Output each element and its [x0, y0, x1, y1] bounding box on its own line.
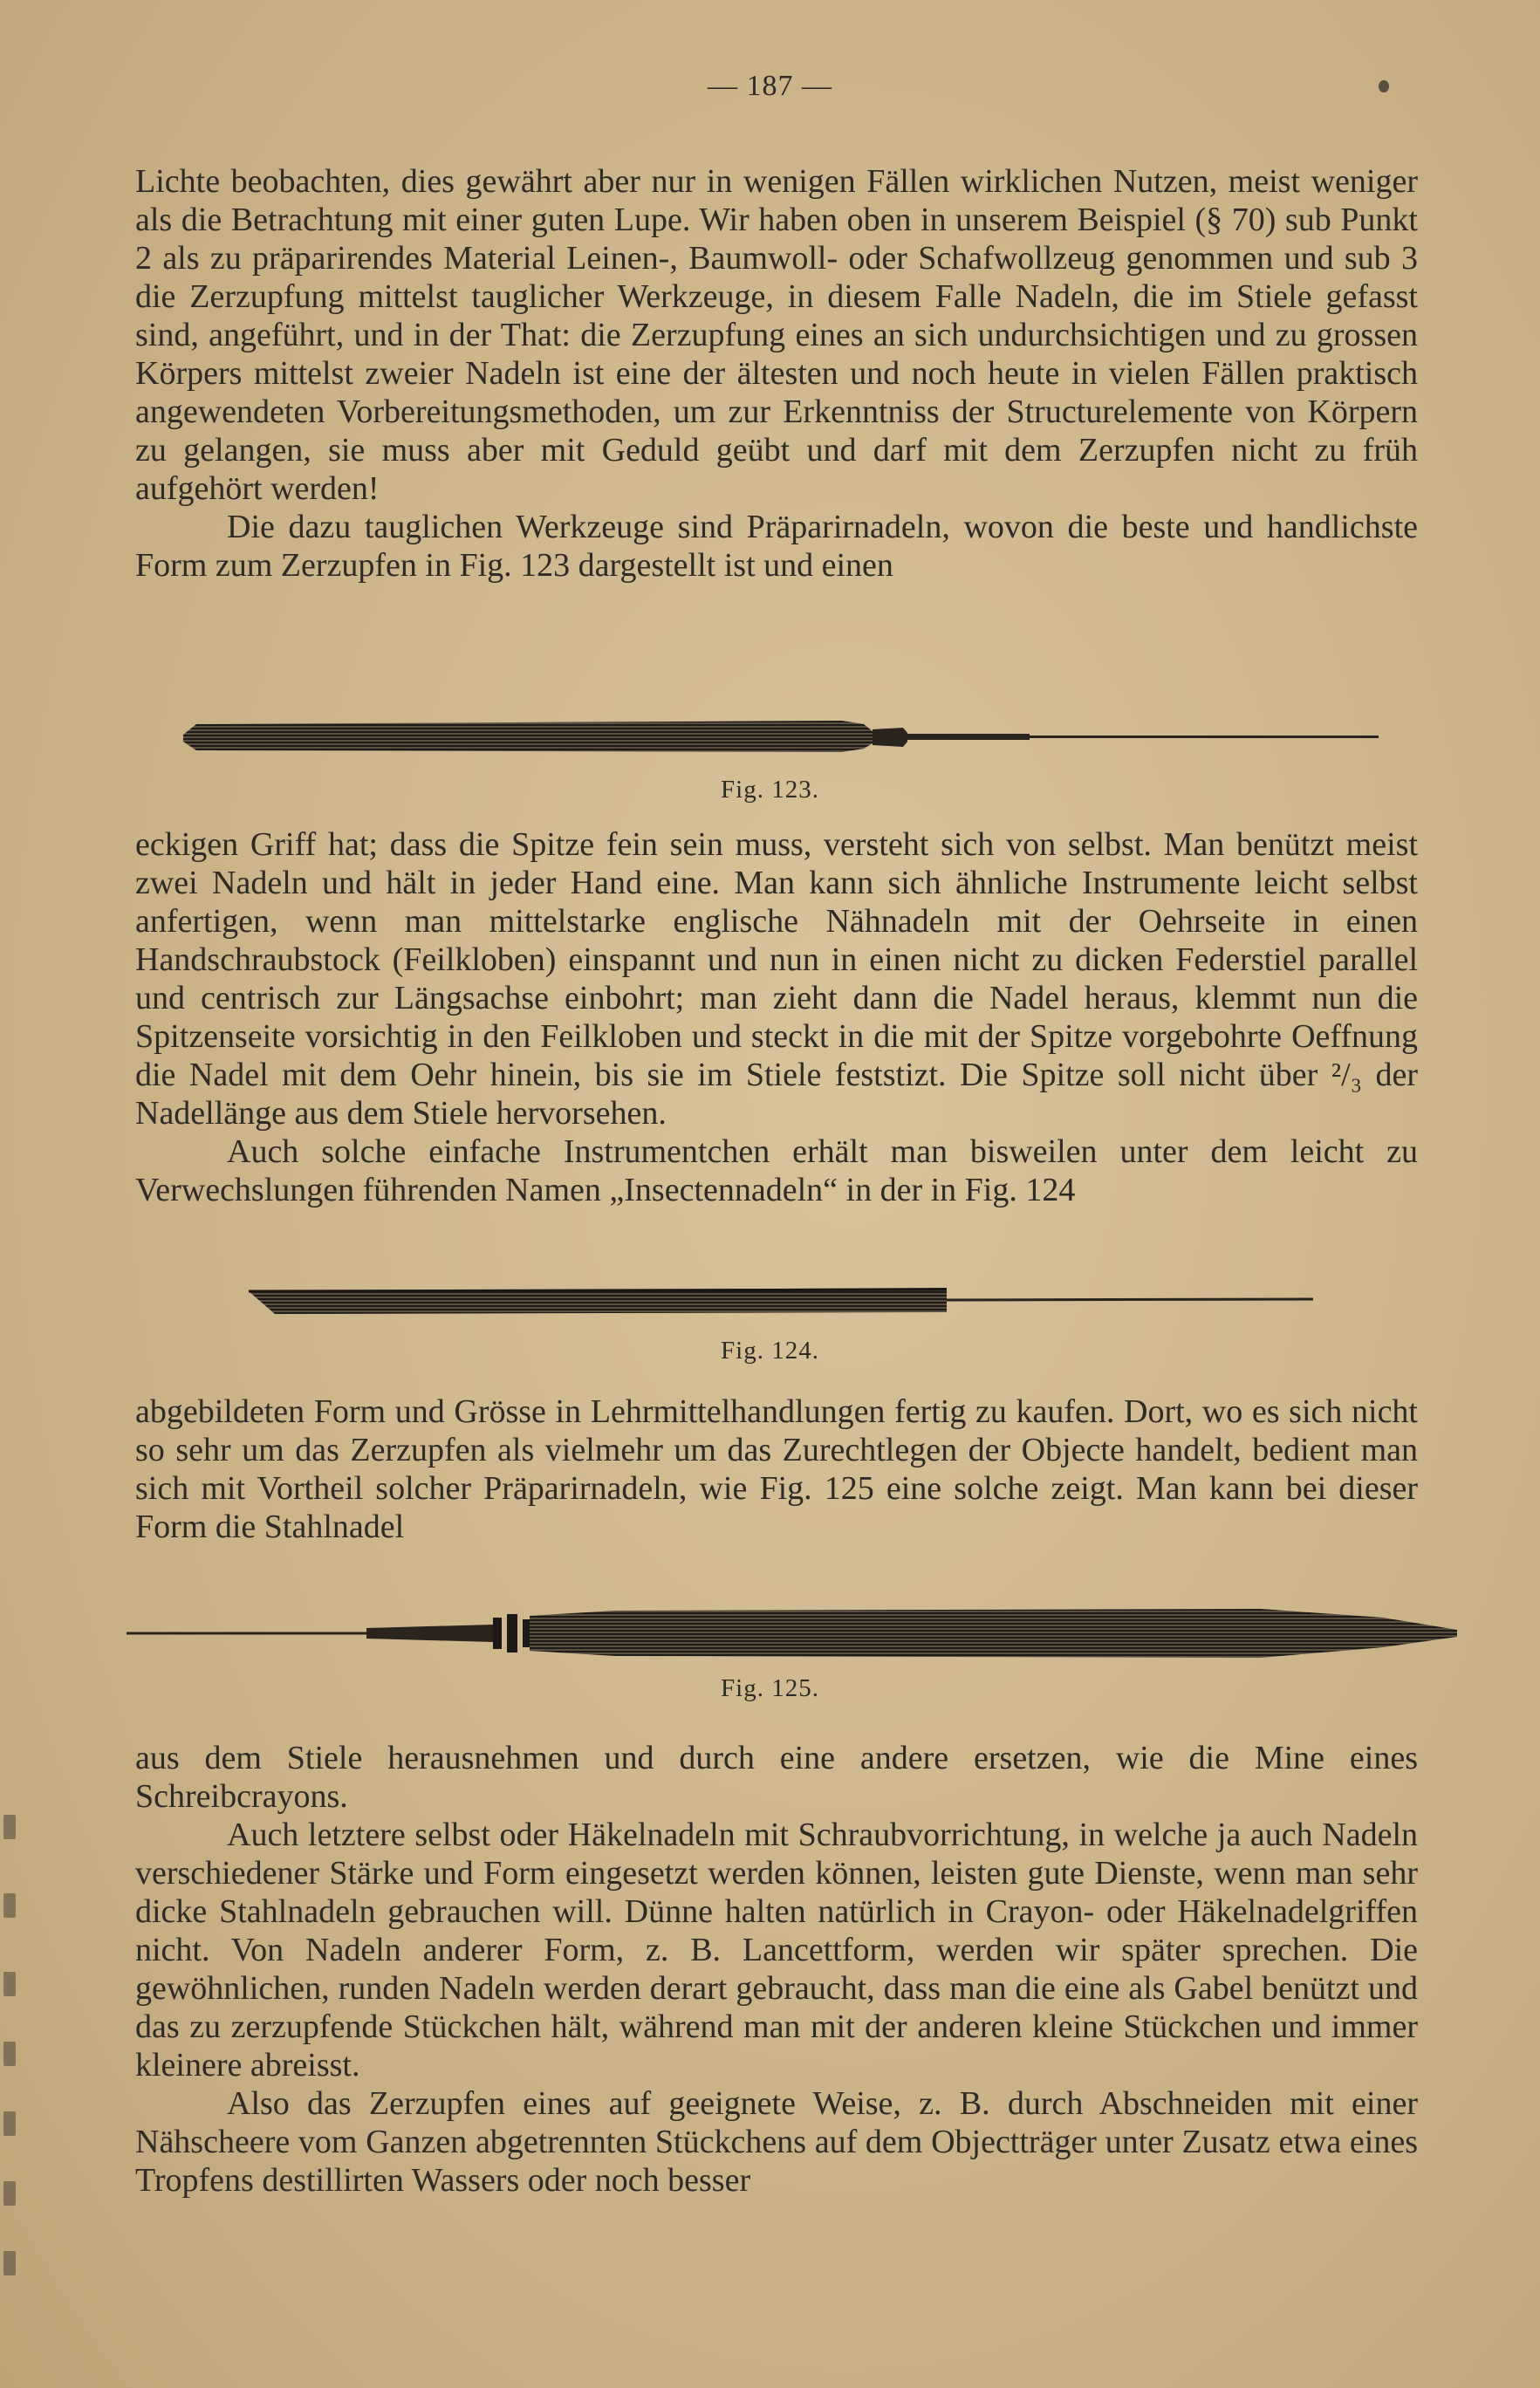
figure-124-needle-illustration: [249, 1284, 1313, 1319]
text-block-4: [135, 1739, 1418, 2200]
ink-speck: [1379, 80, 1389, 92]
paragraph: Lichte beobachten, dies gewährt aber nur in wenigen Fällen wirklichen Nutzen, meist weniger als die Betrachtung mit einer guten Lupe. Wir haben oben in unserem Beispiel (§ 70) sub Punkt 2 als zu präparirendes Material Leinen-, Baumwoll- oder Schafwollzeug genommen und sub 3 die Zerzupfung mittelst tauglicher Werkzeuge, in diesem Falle Nadeln, die im Stiele gefasst sind, angeführt, und in der That: die Zerzupfung eines an sich undurchsichtigen und zu grossen Körpers mittelst zweier Nadeln ist eine der ältesten und noch heute in vielen Fällen praktisch angewendeten Vorbereitungsmethoden, um zur Erkenntniss der Structurelemente von Körpern zu gelangen, sie muss aber mit Geduld geübt und darf mit dem Zerzupfen nicht zu früh aufgehört werden!: [135, 163, 1418, 507]
paragraph: Also das Zerzupfen eines auf geeignete Weise, z. B. durch Abschneiden mit einer Nähscheere vom Ganzen abgetrennten Stückchens auf dem Objectträger unter Zusatz etwa eines Tropfens destillirten Wassers oder noch besser: [135, 2085, 1418, 2199]
text-block-3: [135, 1392, 1418, 1546]
paragraph: Die dazu tauglichen Werkzeuge sind Präparirnadeln, wovon die beste und handlichste Form zum Zerzupfen in Fig. 123 dargestellt ist und einen: [135, 509, 1418, 584]
paragraph: abgebildeten Form und Grösse in Lehrmittelhandlungen fertig zu kaufen. Dort, wo es sich nicht so sehr um das Zerzupfen als vielmehr um das Zurechtlegen der Objecte handelt, bedient man sich mit Vortheil solcher Präparirnadeln, wie Fig. 125 eine solche zeigt. Man kann bei dieser Form die Stahlnadel: [135, 1393, 1418, 1545]
figure-125-caption: Fig. 125.: [721, 1674, 819, 1702]
paragraph: aus dem Stiele herausnehmen und durch eine andere ersetzen, wie die Mine eines Schreibcrayons.: [135, 1740, 1418, 1815]
paragraph: Auch solche einfache Instrumentchen erhält man bisweilen unter dem leicht zu Verwechslungen führenden Namen „Insectennadeln“ in der in Fig. 124: [135, 1133, 1418, 1208]
figure-123-caption: Fig. 123.: [721, 776, 819, 804]
paragraph: eckigen Griff hat; dass die Spitze fein sein muss, versteht sich von selbst. Man benützt meist zwei Nadeln und hält in jeder Hand eine. Man kann sich ähnliche Instrumente leicht selbst anfertigen, wenn man mittelstarke englische Nähnadeln mit der Oehrseite in einen Handschraubstock (Feilkloben) einspannt und nun in einen nicht zu dicken Federstiel parallel und centrisch zur Längsachse einbohrt; man zieht dann die Nadel heraus, klemmt nun die Spitzenseite vorsichtig in den Feilkloben und steckt in die mit der Spitze vorgebohrte Oeffnung die Nadel mit dem Oehr hinein, bis sie im Stiele feststizt. Die Spitze soll nicht über ²/₃ der Nadellänge aus dem Stiele hervorsehen.: [135, 826, 1418, 1132]
page-number: — 187 —: [708, 70, 832, 102]
paragraph: Auch letztere selbst oder Häkelnadeln mit Schraubvorrichtung, in welche ja auch Nadeln verschiedener Stärke und Form eingesetzt werden können, leisten gute Dienste, wenn man sehr dicke Stahlnadeln gebrauchen will. Dünne halten natürlich in Crayon- oder Häkelnadelgriffen nicht. Von Nadeln anderer Form, z. B. Lancettform, werden wir später sprechen. Die gewöhnlichen, runden Nadeln werden derart gebraucht, dass man die eine als Gabel benützt und das zu zerzupfende Stückchen hält, während man mit der anderen kleine Stückchen und immer kleinere abreisst.: [135, 1817, 1418, 2084]
figure-123-needle-illustration: [175, 707, 1379, 768]
text-block-1: [135, 162, 1418, 585]
figure-125-needle-illustration: [127, 1598, 1461, 1668]
figure-124-caption: Fig. 124.: [721, 1337, 819, 1365]
bleed-through-marks: [0, 1815, 21, 2303]
text-block-2: [135, 825, 1418, 1209]
